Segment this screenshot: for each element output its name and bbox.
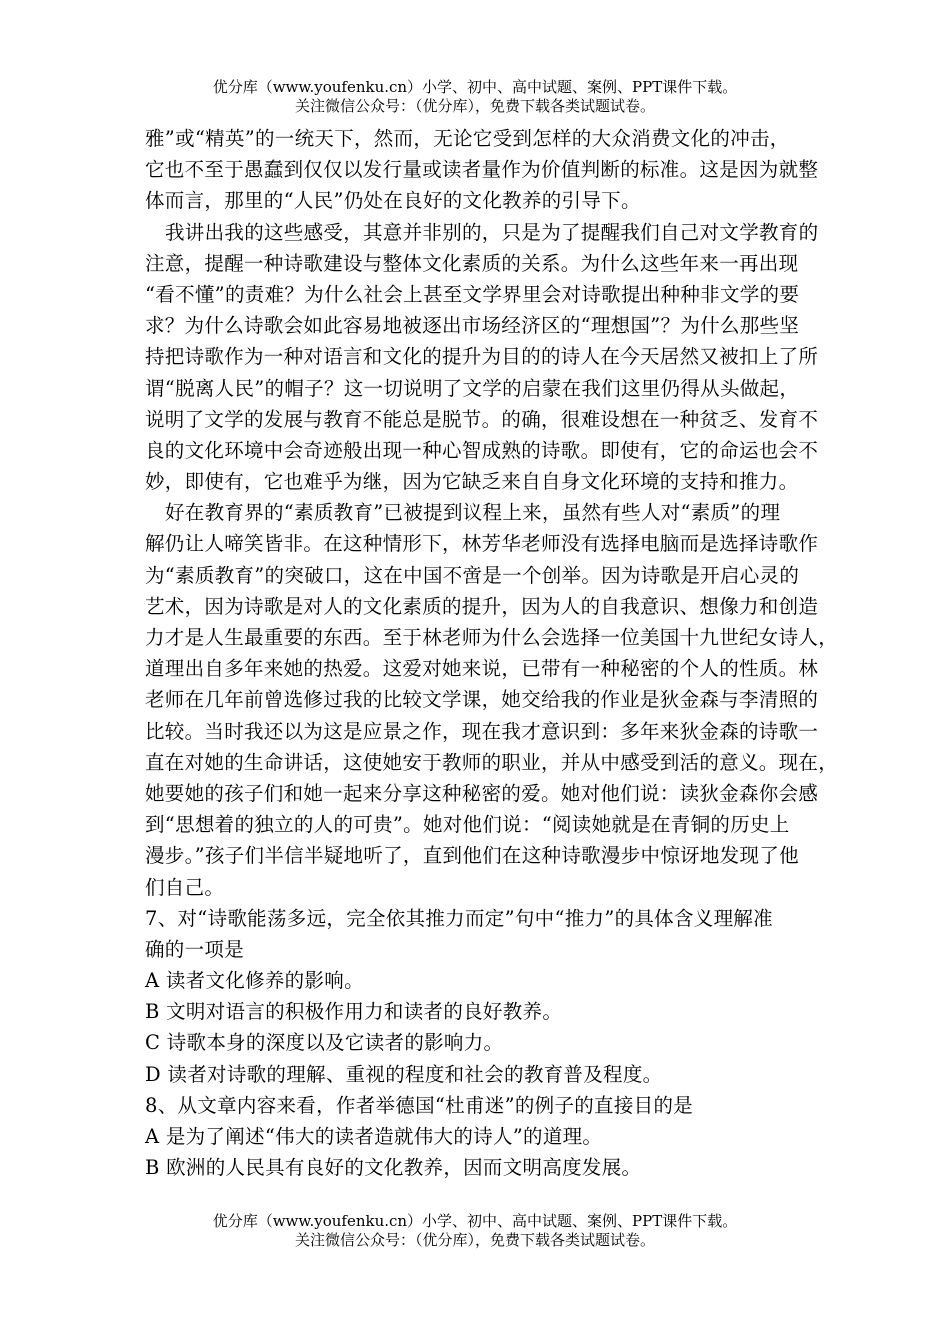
paragraph-start-line: 我讲出我的这些感受，其意并非别的，只是为了提醒我们自己对文学教育的 bbox=[165, 220, 819, 244]
body-line: 她要她的孩子们和她一起来分享这种秘密的爱。她对他们说：读狄金森你会感 bbox=[145, 781, 819, 805]
body-line: 艺术，因为诗歌是对人的文化素质的提升，因为人的自我意识、想像力和创造 bbox=[145, 594, 819, 618]
body-line: 直在对她的生命讲话，这使她安于教师的职业，并从中感受到活的意义。现在， bbox=[145, 750, 839, 774]
body-line: 求？为什么诗歌会如此容易地被逐出市场经济区的“理想国”？为什么那些坚 bbox=[145, 314, 800, 338]
question-7-option-c: C 诗歌本身的深度以及它读者的影响力。 bbox=[145, 1031, 504, 1055]
body-line: 老师在几年前曾选修过我的比较文学课，她交给我的作业是狄金森与李清照的 bbox=[145, 688, 819, 712]
body-line: 漫步。”孩子们半信半疑地听了，直到他们在这种诗歌漫步中惊讶地发现了他 bbox=[145, 844, 799, 868]
body-line: 力才是人生最重要的东西。至于林老师为什么会选择一位美国十九世纪女诗人， bbox=[145, 626, 839, 649]
question-8: 8、从文章内容来看，作者举德国“杜甫迷”的例子的直接目的是 bbox=[145, 1093, 694, 1117]
header-line-2: 关注微信公众号：（优分库），免费下载各类试题试卷。 bbox=[294, 97, 655, 115]
page-header bbox=[0, 78, 950, 116]
document-body bbox=[145, 123, 890, 1183]
body-line: 解仍让人啼笑皆非。在这种情形下，林芳华老师没有选择电脑而是选择诗歌作 bbox=[145, 532, 819, 556]
question-7-cont: 确的一项是 bbox=[145, 937, 245, 961]
body-line: 谓“脱离人民”的帽子？这一切说明了文学的启蒙在我们这里仍得从头做起， bbox=[145, 376, 800, 400]
body-line: 为“素质教育”的突破口，这在中国不啻是一个创举。因为诗歌是开启心灵的 bbox=[145, 563, 800, 587]
paragraph-start-line: 好在教育界的“素质教育”已被提到议程上来，虽然有些人对“素质”的理 bbox=[165, 501, 781, 525]
body-line: 注意，提醒一种诗歌建设与整体文化素质的关系。为什么这些年来一再出现 bbox=[145, 251, 799, 275]
body-line: 持把诗歌作为一种对语言和文化的提升为目的的诗人在今天居然又被扣上了所 bbox=[145, 345, 819, 369]
body-line: “看不懂”的责难？为什么社会上甚至文学界里会对诗歌提出种种非文学的要 bbox=[145, 282, 800, 306]
body-line: 道理出自多年来她的热爱。这爱对她来说，已带有一种秘密的个人的性质。林 bbox=[145, 657, 819, 681]
header-line-1: 优分库（www.youfenku.cn）小学、初中、高中试题、案例、PPT课件下载。 bbox=[212, 78, 738, 96]
body-line: 们自己。 bbox=[145, 875, 225, 899]
question-8-option-a: A 是为了阐述“伟大的读者造就伟大的诗人”的道理。 bbox=[145, 1125, 603, 1148]
question-7-option-a: A 读者文化修养的影响。 bbox=[145, 969, 364, 993]
question-7-option-d: D 读者对诗歌的理解、重视的程度和社会的教育普及程度。 bbox=[145, 1062, 663, 1086]
body-line: 体而言，那里的“人民”仍处在良好的文化教养的引导下。 bbox=[145, 189, 641, 213]
body-line: 说明了文学的发展与教育不能总是脱节。的确，很难设想在一种贫乏、发育不 bbox=[145, 407, 819, 431]
footer-line-1: 优分库（www.youfenku.cn）小学、初中、高中试题、案例、PPT课件下载。 bbox=[212, 1212, 738, 1230]
body-line: 妙，即使有，它也难乎为继，因为它缺乏来自自身文化环境的支持和推力。 bbox=[145, 470, 799, 494]
page-footer bbox=[0, 1212, 950, 1250]
question-7: 7、对“诗歌能荡多远，完全依其推力而定”句中“推力”的具体含义理解准 bbox=[145, 906, 773, 930]
body-line: 良的文化环境中会奇迹般出现一种心智成熟的诗歌。即使有，它的命运也会不 bbox=[145, 438, 819, 462]
body-line: 到“思想着的独立的人的可贵”。她对他们说：“阅读她就是在青铜的历史上 bbox=[145, 813, 790, 837]
footer-line-2: 关注微信公众号：（优分库），免费下载各类试题试卷。 bbox=[294, 1231, 655, 1249]
question-7-option-b: B 文明对语言的积极作用力和读者的良好教养。 bbox=[145, 1000, 563, 1024]
body-line: 它也不至于愚蠢到仅仅以发行量或读者量作为价值判断的标准。这是因为就整 bbox=[145, 158, 819, 182]
question-8-option-b: B 欧洲的人民具有良好的文化教养，因而文明高度发展。 bbox=[145, 1156, 642, 1180]
body-line: 比较。当时我还以为这是应景之作，现在我才意识到：多年来狄金森的诗歌一 bbox=[145, 719, 819, 743]
body-line: 雅”或“精英”的一统天下，然而，无论它受到怎样的大众消费文化的冲击， bbox=[145, 127, 790, 150]
